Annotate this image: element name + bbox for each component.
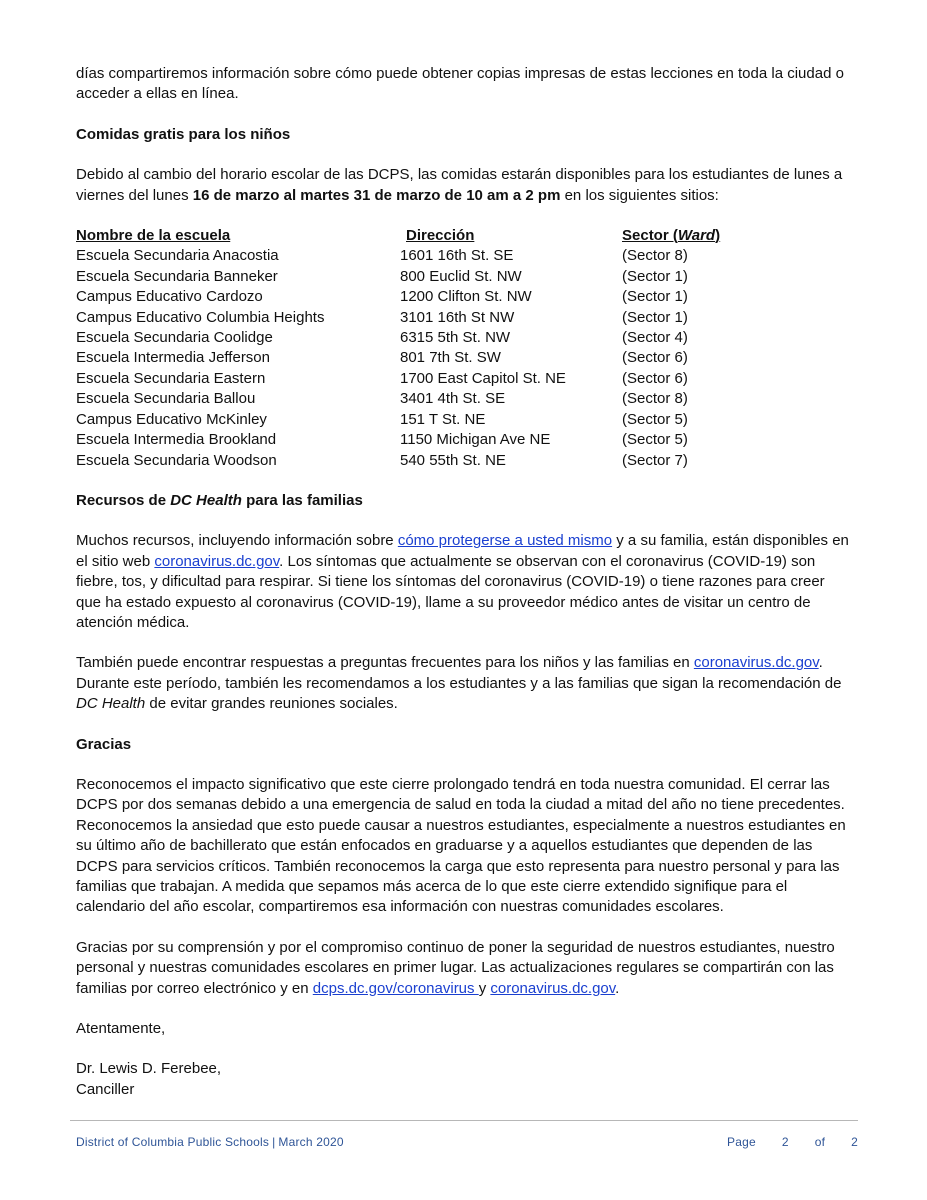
table-row <box>76 328 851 348</box>
school-name: Escuela Intermedia Jefferson <box>76 349 270 367</box>
school-name: Escuela Secundaria Coolidge <box>76 329 273 347</box>
page-current: 2 <box>781 1135 789 1149</box>
footer-divider <box>70 1120 858 1121</box>
school-address: 3401 4th St. SE <box>400 390 506 408</box>
school-sector: (Sector 6) <box>622 369 688 387</box>
intro-continuation: días compartiremos información sobre cómo puede obtener copias impresas de estas lecciones en toda la ciudad o acceder a ellas en línea. <box>76 65 844 103</box>
page-of: of <box>814 1135 826 1149</box>
meals-paragraph <box>76 165 851 206</box>
school-address: 1200 Clifton St. NW <box>400 288 532 306</box>
signer-name: Dr. Lewis D. Ferebee, <box>76 1060 222 1078</box>
table-row <box>76 267 851 287</box>
school-sector: (Sector 1) <box>622 267 688 285</box>
header-address: Dirección <box>406 227 475 245</box>
footer-org: District of Columbia Public Schools <box>76 1135 270 1149</box>
school-name: Escuela Secundaria Anacostia <box>76 247 279 265</box>
school-sector: (Sector 1) <box>622 308 688 326</box>
thanks-paragraph-1: Reconocemos el impacto significativo que este cierre prolongado tendrá en toda nuestra comunidad. El cerrar las DCPS por dos semanas debido a una emergencia de salud en toda la ciudad a mitad del año no tiene precedentes. Reconocemos la ansiedad que esto puede causar a nuestros estudiantes, especialmente a nuestros estudiantes en su último año de bachillerato que están enfocados en graduarse y a aquellos estudiantes que dependen de las DCPS para servicios críticos. También reconocemos la carga que esto representa para nuestro personal y para las familias que trabajan. A medida que sepamos más acerca de lo que este cierre extendido signifique para el calendario del año escolar, compartiremos esa información con nuestras comunidades escolares. <box>76 775 846 916</box>
school-sector: (Sector 4) <box>622 329 688 347</box>
school-name: Campus Educativo Cardozo <box>76 288 263 306</box>
meals-heading: Comidas gratis para los niños <box>76 125 291 143</box>
meals-text-after: en los siguientes sitios: <box>560 186 719 204</box>
school-address: 3101 16th St NW <box>400 308 515 326</box>
document-page <box>76 64 851 1100</box>
school-name: Escuela Secundaria Eastern <box>76 369 266 387</box>
school-name: Escuela Secundaria Banneker <box>76 267 278 285</box>
school-address: 801 7th St. SW <box>400 349 501 367</box>
coronavirus-dc-gov-link[interactable]: coronavirus.dc.gov <box>154 552 280 570</box>
dc-health-paragraph-1: Muchos recursos, incluyendo información sobre cómo protegerse a usted mismo y a su familia, están disponibles en el sitio web coronavirus.dc.gov. Los síntomas que actualmente se observan con el coronavirus (COVID-19) son fiebre, tos, y dificultad para respirar. Si tiene los síntomas del coronavirus (COVID-19) o tiene razones para creer que ha estado expuesto al coronavirus (COVID-19), llame a su proveedor médico antes de visitar un centro de atención médica. <box>76 532 849 631</box>
school-name: Escuela Secundaria Ballou <box>76 390 256 408</box>
table-row <box>76 430 851 450</box>
school-address: 800 Euclid St. NW <box>400 267 522 285</box>
thanks-paragraph-2: Gracias por su comprensión y por el compromiso continuo de poner la seguridad de nuestros estudiantes, nuestro personal y nuestras comunidades escolares en primer lugar. Las actualizaciones regulares se compartirán con las familias por correo electrónico y en dcps.dc.gov/coronavirus y coronavirus.dc.gov. <box>76 938 835 997</box>
school-sector: (Sector 5) <box>622 431 688 449</box>
dc-health-heading: Recursos de DC Health para las familias <box>76 491 363 509</box>
school-address: 6315 5th St. NW <box>400 329 511 347</box>
school-name: Escuela Secundaria Woodson <box>76 451 277 469</box>
school-address: 151 T St. NE <box>400 410 486 428</box>
page-total: 2 <box>851 1135 858 1149</box>
coronavirus-dc-gov-link[interactable]: coronavirus.dc.gov <box>490 979 616 997</box>
table-row <box>76 287 851 307</box>
table-row <box>76 308 851 328</box>
header-sector: Sector (Ward) <box>622 227 721 245</box>
school-name: Escuela Intermedia Brookland <box>76 431 277 449</box>
footer-separator: | <box>272 1135 276 1149</box>
header-school-name: Nombre de la escuela <box>76 227 231 245</box>
table-row <box>76 369 851 389</box>
coronavirus-dc-gov-link[interactable]: coronavirus.dc.gov <box>693 654 819 672</box>
school-sector: (Sector 5) <box>622 410 688 428</box>
table-row <box>76 246 851 266</box>
page-number <box>701 1135 858 1149</box>
school-sector: (Sector 8) <box>622 390 688 408</box>
school-address: 1150 Michigan Ave NE <box>400 431 551 449</box>
meal-sites-body <box>76 246 851 470</box>
table-row <box>76 348 851 368</box>
meals-text-before: Debido al cambio del horario escolar de las DCPS, las comidas estarán disponibles para los estudiantes de lunes a viernes del lunes <box>76 166 843 204</box>
thanks-heading: Gracias <box>76 735 132 753</box>
meals-dates: 16 de marzo al martes 31 de marzo de 10 am a 2 pm <box>192 186 561 204</box>
table-row <box>76 410 851 430</box>
page-label: Page <box>727 1135 756 1149</box>
page-footer <box>76 1135 858 1149</box>
table-row <box>76 389 851 409</box>
footer-date: March 2020 <box>278 1135 344 1149</box>
school-address: 1601 16th St. SE <box>400 247 514 265</box>
school-address: 1700 East Capitol St. NE <box>400 369 566 387</box>
meal-sites-table <box>76 226 851 471</box>
table-row <box>76 451 851 471</box>
school-sector: (Sector 7) <box>622 451 688 469</box>
school-sector: (Sector 8) <box>622 247 688 265</box>
salutation: Atentamente, <box>76 1020 166 1038</box>
dcps-coronavirus-link[interactable]: dcps.dc.gov/coronavirus <box>312 979 479 997</box>
protect-yourself-link[interactable]: cómo protegerse a usted mismo <box>397 532 613 550</box>
school-name: Campus Educativo Columbia Heights <box>76 308 325 326</box>
signer-title: Canciller <box>76 1080 135 1098</box>
school-sector: (Sector 6) <box>622 349 688 367</box>
school-address: 540 55th St. NE <box>400 451 506 469</box>
dc-health-paragraph-2: También puede encontrar respuestas a preguntas frecuentes para los niños y las familias en coronavirus.dc.gov. Durante este período, también les recomendamos a los estudiantes y a las familias que sigan la recomendación de DC Health de evitar grandes reuniones sociales. <box>76 654 842 713</box>
table-header-row <box>76 226 851 246</box>
school-name: Campus Educativo McKinley <box>76 410 267 428</box>
school-sector: (Sector 1) <box>622 288 688 306</box>
